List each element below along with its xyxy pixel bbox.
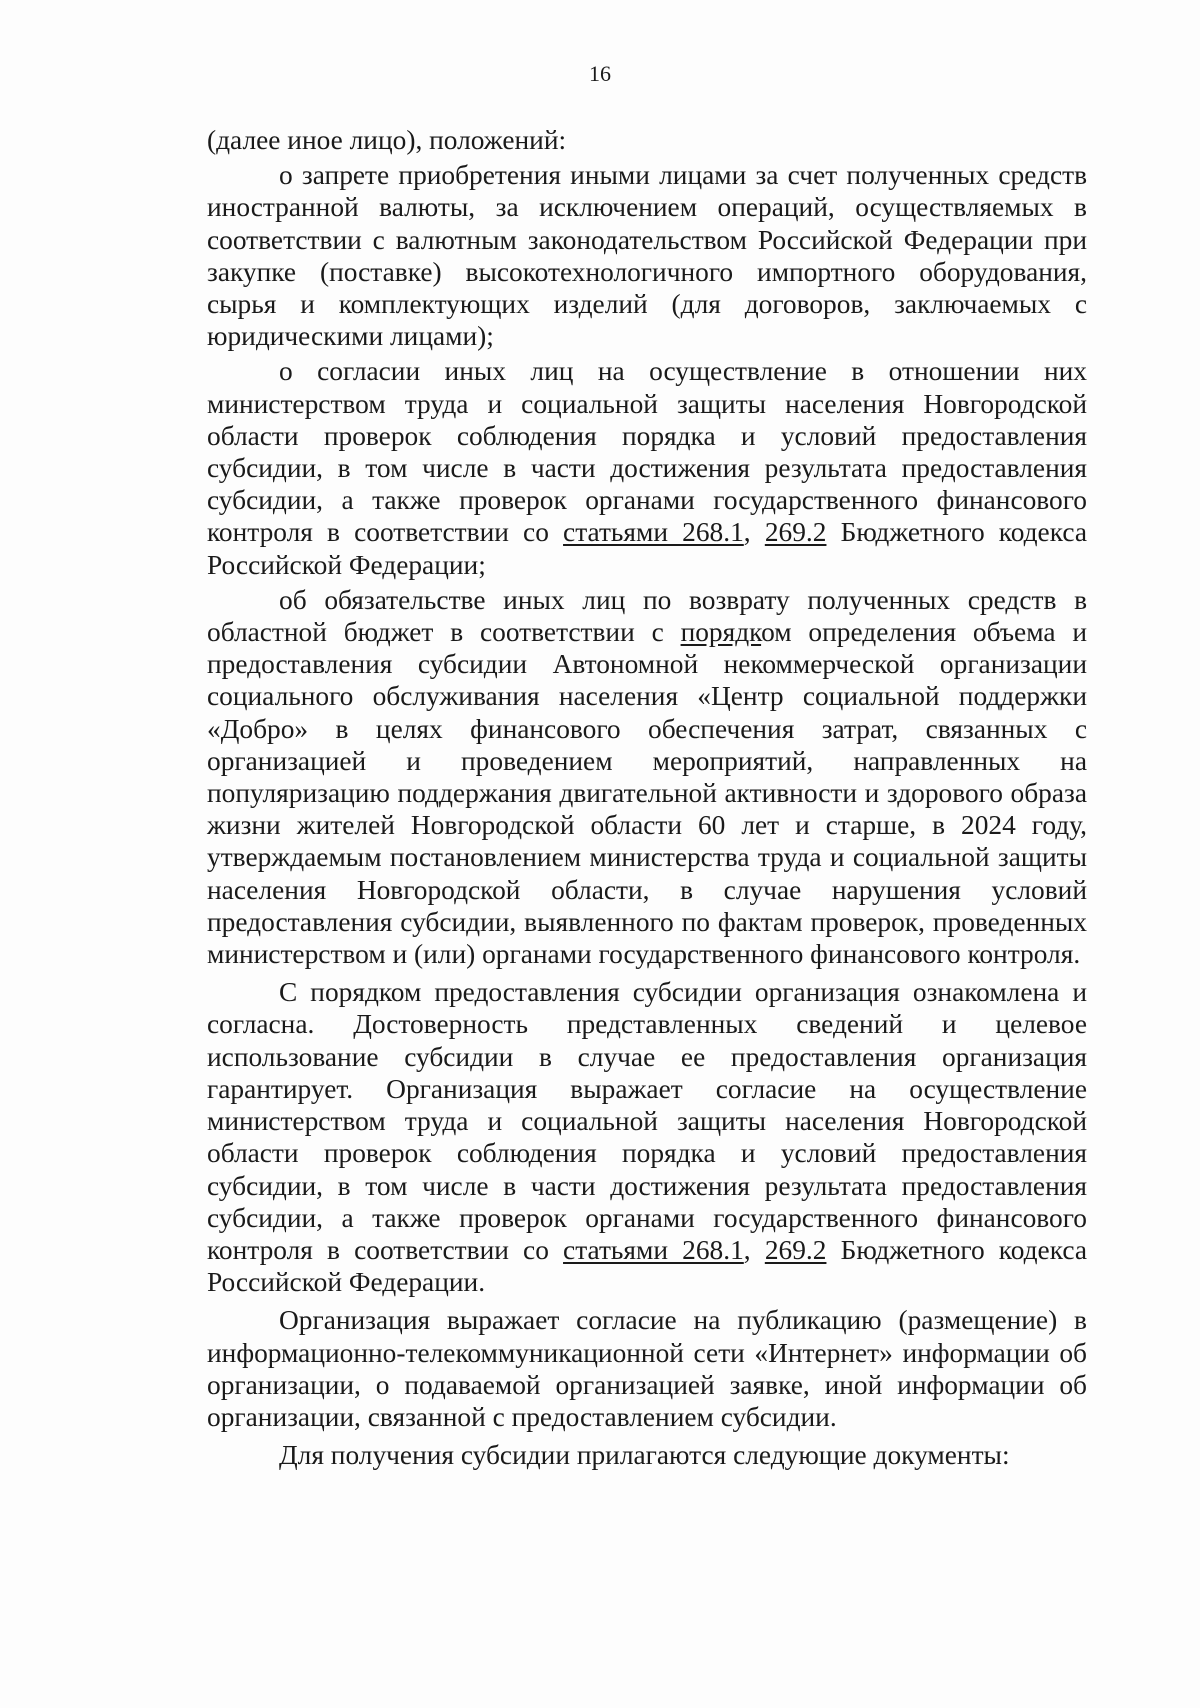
- budget-code-articles-link[interactable]: статьями 268.1: [563, 517, 744, 548]
- paragraph-consent-inspections: [207, 355, 1087, 580]
- link-separator: ,: [743, 1234, 765, 1265]
- paragraph-refund-obligation: [207, 584, 1087, 970]
- paragraph-text: С порядком предоставления субсидии организация ознакомлена и согласна. Достоверность представленных сведений и целевое использование субсидии в случае ее предоставления организация гарантирует. Организация выражает согласие на осуществление министерством труда и социальной защиты населения Новгородской области проверок соблюдения порядка и условий предоставления субсидии, в том числе в части достижения результата предоставления субсидии, а также проверок органами государственного финансового контроля в соответствии со: [207, 977, 1087, 1265]
- link-separator: ,: [743, 517, 765, 548]
- page-number: 16: [589, 61, 611, 86]
- paragraph-currency-ban: о запрете приобретения иными лицами за счет полученных средств иностранной валюты, за исключением операций, осуществляемых в соответствии с валютным законодательством Российской Федерации при закупке (поставке) высокотехнологичного импортного оборудования, сырья и комплектующих изделий (для договоров, заключаемых с юридическими лицами);: [207, 160, 1087, 352]
- budget-code-article-269-link[interactable]: 269.2: [764, 1234, 827, 1265]
- paragraph-text: Бюджетного кодекса Российской Федерации.: [207, 1234, 1087, 1298]
- paragraph-continuation: (далее иное лицо), положений:: [207, 125, 567, 155]
- procedure-link[interactable]: порядк: [680, 617, 762, 648]
- paragraph-text: о согласии иных лиц на осуществление в отношении них министерством труда и социальной защиты населения Новгородской области проверок соблюдения порядка и условий предоставления субсидии, в том числе в части достижения результата предоставления субсидии, а также проверок органами государственного финансового контроля в соответствии со: [207, 356, 1087, 548]
- budget-code-articles-link[interactable]: статьями 268.1: [563, 1234, 744, 1265]
- paragraph-text: об обязательстве иных лиц по возврату полученных средств в областной бюджет в соответствии с: [207, 584, 1087, 648]
- paragraph-text: Бюджетного кодекса Российской Федерации;: [207, 517, 1087, 580]
- budget-code-article-269-link[interactable]: 269.2: [764, 517, 827, 548]
- paragraph-attached-documents: Для получения субсидии прилагаются следующие документы:: [279, 1440, 1010, 1471]
- paragraph-text: ом определения объема и предоставления субсидии Автономной некоммерческой организации социального обслуживания населения «Центр социальной поддержки «Добро» в целях финансового обеспечения затрат, связанных с организацией и проведением мероприятий, направленных на популяризацию поддержания двигательной активности и здорового образа жизни жителей Новгородской области 60 лет и старше, в 2024 году, утверждаемым постановлением министерства труда и социальной защиты населения Новгородской области, в случае нарушения условий предоставления субсидии, выявленного по фактам проверок, проведенных министерством и (или) органами государственного финансового контроля.: [207, 617, 1087, 970]
- document-body: [207, 124, 1087, 1474]
- paragraph-publication-consent: Организация выражает согласие на публикацию (размещение) в информационно-телекоммуникационной сети «Интернет» информации об организации, о подаваемой организацией заявке, иной информации об организации, связанной с предоставлением субсидии.: [207, 1305, 1087, 1432]
- paragraph-organization-agreement: [207, 976, 1087, 1298]
